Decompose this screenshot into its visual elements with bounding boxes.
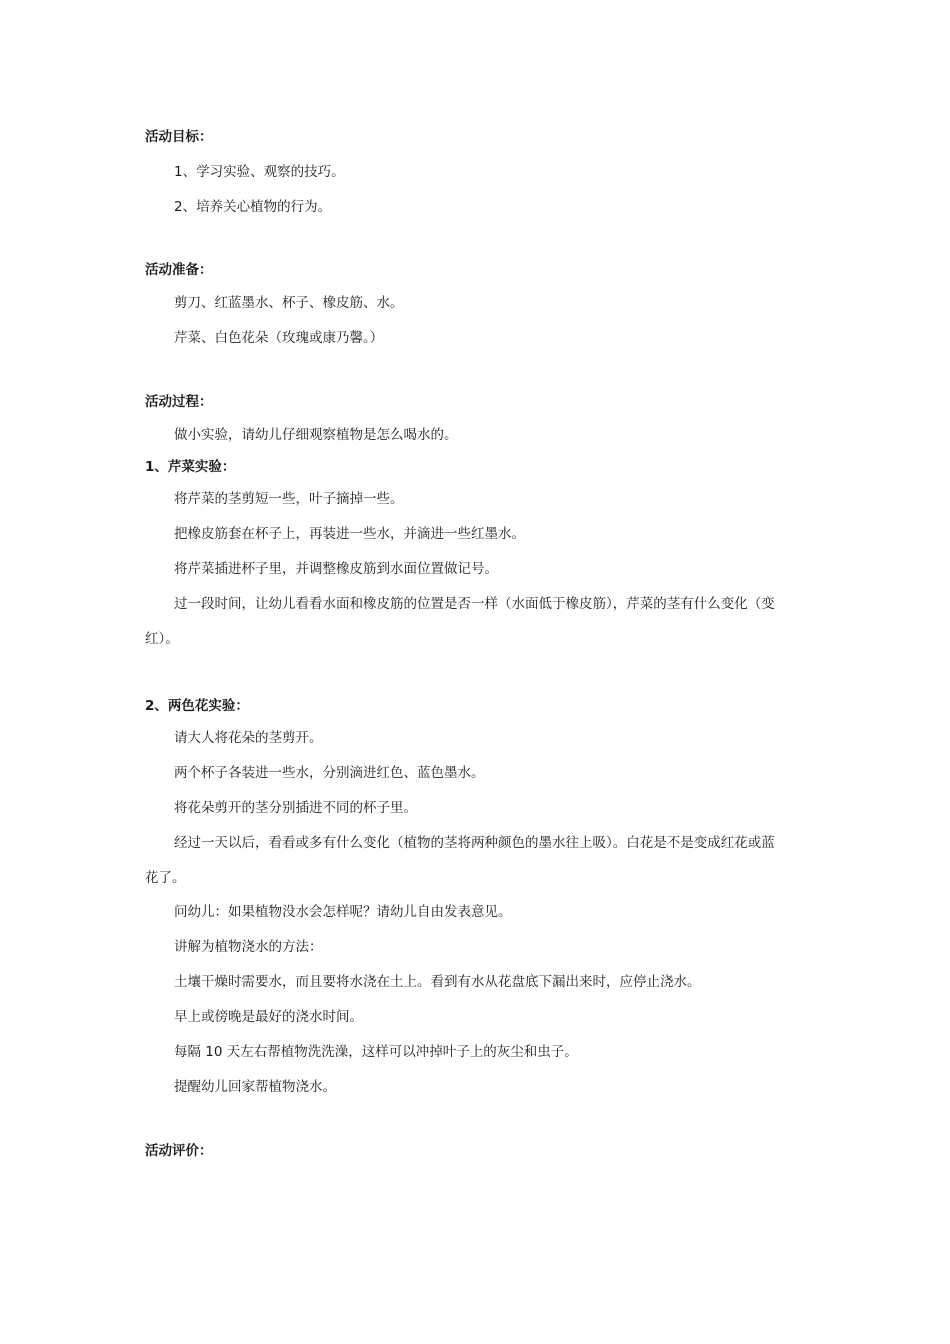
followup-item: 土壤干燥时需要水，而且要将水浇在土上。看到有水从花盘底下漏出来时，应停止浇水。	[174, 974, 701, 990]
section-heading-evaluation: 活动评价：	[145, 1143, 213, 1159]
subsection-heading-flower: 2、两色花实验：	[145, 698, 249, 714]
flower-step: 将花朵剪开的茎分别插进不同的杯子里。	[174, 800, 417, 816]
followup-item: 每隔 10 天左右帮植物洗洗澡，这样可以冲掉叶子上的灰尘和虫子。	[174, 1044, 578, 1060]
celery-observation-continued: 红）。	[145, 631, 179, 647]
section-heading-process: 活动过程：	[145, 394, 213, 410]
flower-observation-continued: 花了。	[145, 870, 186, 886]
section-heading-objectives: 活动目标：	[145, 129, 213, 145]
objective-item: 1、学习实验、观察的技巧。	[174, 164, 345, 180]
followup-item: 早上或傍晚是最好的浇水时间。	[174, 1009, 363, 1025]
celery-step: 把橡皮筋套在杯子上，再装进一些水，并滴进一些红墨水。	[174, 526, 525, 542]
followup-item: 讲解为植物浇水的方法：	[174, 939, 323, 955]
subsection-heading-celery: 1、芹菜实验：	[145, 459, 236, 475]
celery-step: 将芹菜的茎剪短一些，叶子摘掉一些。	[174, 491, 404, 507]
celery-step: 将芹菜插进杯子里，并调整橡皮筋到水面位置做记号。	[174, 561, 498, 577]
flower-step: 请大人将花朵的茎剪开。	[174, 730, 323, 746]
preparation-item: 芹菜、白色花朵（玫瑰或康乃馨。）	[174, 330, 384, 346]
objective-item: 2、培养关心植物的行为。	[174, 199, 332, 215]
preparation-item: 剪刀、红蓝墨水、杯子、橡皮筋、水。	[174, 295, 404, 311]
section-heading-preparation: 活动准备：	[145, 262, 213, 278]
flower-observation: 经过一天以后，看看或多有什么变化（植物的茎将两种颜色的墨水往上吸）。白花是不是变成红花或蓝	[174, 835, 775, 851]
followup-item: 问幼儿：如果植物没水会怎样呢？请幼儿自由发表意见。	[174, 904, 512, 920]
followup-item: 提醒幼儿回家帮植物浇水。	[174, 1079, 336, 1095]
flower-step: 两个杯子各装进一些水，分别滴进红色、蓝色墨水。	[174, 765, 485, 781]
process-intro: 做小实验，请幼儿仔细观察植物是怎么喝水的。	[174, 427, 458, 443]
celery-observation: 过一段时间，让幼儿看看水面和橡皮筋的位置是否一样（水面低于橡皮筋），芹菜的茎有什么变化（变	[174, 596, 775, 612]
